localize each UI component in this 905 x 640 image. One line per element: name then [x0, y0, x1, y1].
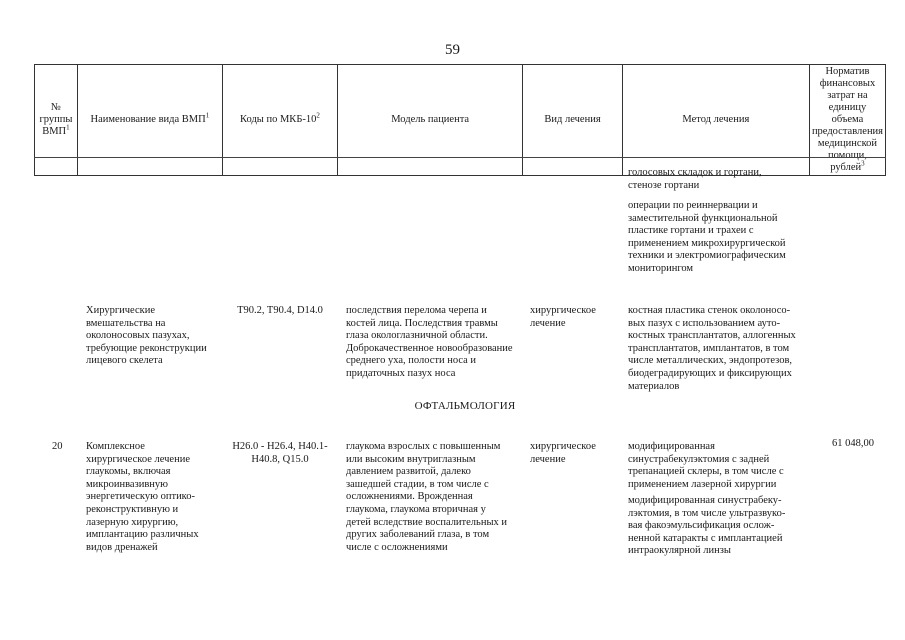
- cont-method-2: операции по реиннервации и заместительной функциональной пластике гортани и трахеи с применением микрохирургической техники и электромиографическим мониторингом: [628, 200, 786, 274]
- row20-treatment-method-1: модифицированная синустрабекулэктомия с задней трепанацией склеры, в том числе с применением лазерной хирургии: [628, 441, 784, 490]
- row20-treatment-method-2: модифицированная синустрабеку- лэктомия, в том числе ультразвуко- вая факоэмульсификация ослож- ненной катаракты с имплантацией интраокулярной линзы: [628, 495, 786, 557]
- row20-group-number: 20: [52, 441, 63, 452]
- face-treatment-type: хирургическое лечение: [530, 305, 596, 329]
- row20-vmp-name: Комплексное хирургическое лечение глаукомы, включая микроинвазивную энергетическую оптико- реконструктивную и лазерную хирургию, имплантацию различных видов дренажей: [86, 441, 199, 553]
- header-patient-model: Модель пациента: [338, 65, 523, 176]
- row20-patient-model: глаукома взрослых с повышенным или высоким внутриглазным давлением развитой, далеко зашедшей стадии, в том числе с осложнениями. Врожденная глаукома, глаукома вторичная у детей вследствие воспалительных и других заболеваний глаза, в том числе с осложнениями: [346, 441, 508, 553]
- row20-icd-codes: H26.0 - H26.4, H40.1- H40.8, Q15.0: [232, 441, 328, 465]
- cont-method-1: голосовых складок и гортани, стенозе гортани: [628, 167, 762, 191]
- header-treatment-method: Метод лечения: [622, 65, 809, 176]
- row20-cost: 61 048,00: [832, 438, 874, 449]
- face-treatment-method: костная пластика стенок околоносо- вых пазух с использованием ауто- костных трансплантатов, аллогенных трансплантатов, имплантатов, в том числе металлических, эндопротезов, биодеградирующих и фиксирующих материалов: [628, 305, 796, 392]
- face-patient-model: последствия перелома черепа и костей лица. Последствия травмы глаза окологлазничной области. Доброкачественное новообразование среднего уха, полости носа и придаточных пазух носа: [346, 305, 513, 379]
- header-icd-codes: Коды по МКБ-$10^2$: [222, 65, 337, 176]
- header-vmp-name: Наименование вида ВМП$^1$: [77, 65, 222, 176]
- header-treatment-type: Вид лечения: [523, 65, 622, 176]
- page-number: 59: [445, 42, 460, 58]
- header-bottom-rule: [34, 157, 886, 158]
- face-icd-codes: T90.2, T90.4, D14.0: [237, 305, 323, 316]
- table-header: [34, 64, 886, 176]
- face-vmp-name: Хирургические вмешательства на околоносовых пазухах, требующие реконструкции лицевого скелета: [86, 305, 207, 367]
- header-cost-standard: Норматив финансовых затрат на единицу объема предоставления медицинской помощи, рублей$^3$: [809, 65, 885, 176]
- header-group-number: № группы ВМП$^1$: [35, 65, 78, 176]
- section-title: ОФТАЛЬМОЛОГИЯ: [414, 400, 516, 412]
- row20-treatment-type: хирургическое лечение: [530, 441, 596, 465]
